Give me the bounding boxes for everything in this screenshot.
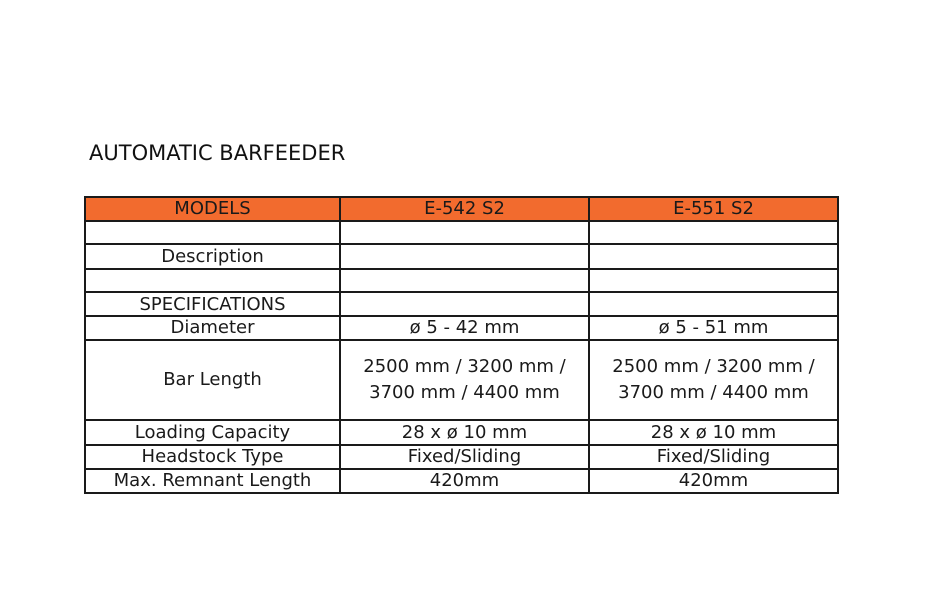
- row-label-diameter: Diameter: [85, 316, 340, 340]
- bar-length-line: 3700 mm / 4400 mm: [618, 382, 809, 403]
- diameter-e551: ø 5 - 51 mm: [589, 316, 838, 340]
- row-value: [589, 221, 838, 244]
- spec-table: [84, 196, 839, 494]
- row-label: [85, 221, 340, 244]
- bar-length-e542: [340, 340, 589, 420]
- bar-length-line: 2500 mm / 3200 mm /: [363, 356, 566, 377]
- loading-capacity-e542: 28 x ø 10 mm: [340, 420, 589, 445]
- headstock-type-e551: Fixed/Sliding: [589, 445, 838, 469]
- table-row-blank: [85, 269, 838, 292]
- row-label-bar-length: Bar Length: [85, 340, 340, 420]
- table-row-bar-length: [85, 340, 838, 420]
- max-remnant-length-e551: 420mm: [589, 469, 838, 493]
- row-value: [340, 244, 589, 269]
- table-row-loading-capacity: [85, 420, 838, 445]
- row-value: [340, 269, 589, 292]
- row-value: [589, 292, 838, 316]
- headstock-type-e542: Fixed/Sliding: [340, 445, 589, 469]
- table-row-headstock-type: [85, 445, 838, 469]
- row-label-specifications: SPECIFICATIONS: [85, 292, 340, 316]
- table-row-specifications: [85, 292, 838, 316]
- document-title: AUTOMATIC BARFEEDER: [89, 141, 346, 165]
- header-model-e551: E-551 S2: [589, 197, 838, 221]
- row-label-max-remnant-length: Max. Remnant Length: [85, 469, 340, 493]
- row-value: [340, 221, 589, 244]
- table-header-row: [85, 197, 838, 221]
- table-row-description: [85, 244, 838, 269]
- row-value: [589, 269, 838, 292]
- diameter-e542: ø 5 - 42 mm: [340, 316, 589, 340]
- row-label-headstock-type: Headstock Type: [85, 445, 340, 469]
- row-label: [85, 269, 340, 292]
- bar-length-line: 3700 mm / 4400 mm: [369, 382, 560, 403]
- row-value: [340, 292, 589, 316]
- row-value: [589, 244, 838, 269]
- max-remnant-length-e542: 420mm: [340, 469, 589, 493]
- row-label-description: Description: [85, 244, 340, 269]
- table-row-diameter: [85, 316, 838, 340]
- bar-length-line: 2500 mm / 3200 mm /: [612, 356, 815, 377]
- table-row-blank: [85, 221, 838, 244]
- header-model-e542: E-542 S2: [340, 197, 589, 221]
- loading-capacity-e551: 28 x ø 10 mm: [589, 420, 838, 445]
- bar-length-e551: [589, 340, 838, 420]
- header-models: MODELS: [85, 197, 340, 221]
- row-label-loading-capacity: Loading Capacity: [85, 420, 340, 445]
- table-row-max-remnant-length: [85, 469, 838, 493]
